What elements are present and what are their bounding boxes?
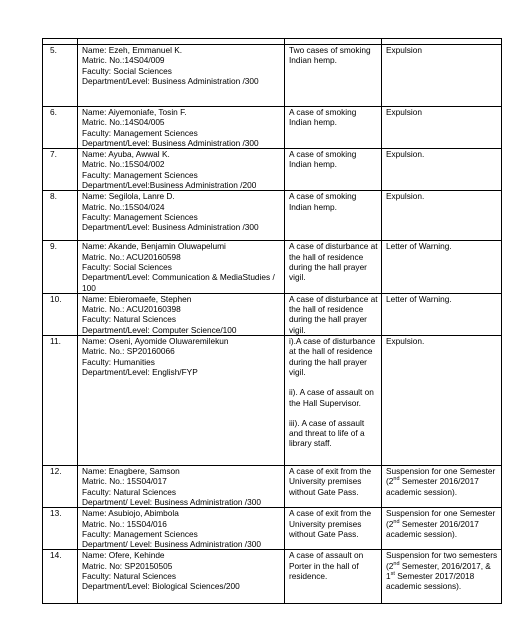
- row-number: 13.: [43, 508, 78, 550]
- table-row: [43, 107, 502, 149]
- student-name: Name: Ayuba, Awwal K.: [82, 149, 170, 160]
- penalty-superscript: nd: [393, 560, 400, 567]
- penalty-superscript: nd: [393, 476, 400, 483]
- student-details: [78, 336, 285, 466]
- table-row: [43, 149, 502, 191]
- offence-cell: [285, 241, 382, 293]
- offence-text: Two cases of smoking Indian hemp.: [289, 45, 371, 66]
- offence-cell: [285, 149, 382, 191]
- row-number: 11.: [43, 336, 78, 466]
- row-number: 8.: [43, 191, 78, 241]
- faculty: Faculty: Social Sciences: [82, 65, 172, 76]
- penalty-cell: Expulsion: [382, 45, 502, 107]
- matric-number: Matric. No.: 15S04/017: [82, 476, 167, 487]
- disciplinary-table: [42, 38, 502, 604]
- offence-text: A case of smoking Indian hemp.: [289, 149, 357, 170]
- student-name: Name: Ofere, Kehinde: [82, 550, 165, 561]
- faculty: Faculty: Natural Sciences: [82, 571, 177, 582]
- offence-text: A case of disturbance at the hall of residence during the hall prayer vigil.: [289, 293, 378, 335]
- matric-number: Matric. No.:14S04/009: [82, 55, 165, 66]
- department-level: Department/Level: Business Administration /300: [82, 75, 259, 86]
- matric-number: Matric. No.: ACU20160598: [82, 251, 181, 262]
- penalty-cell: Expulsion: [382, 107, 502, 149]
- penalty-cell: [382, 550, 502, 604]
- faculty: Faculty: Natural Sciences: [82, 314, 177, 325]
- offence-text: A case of exit from the University premises without Gate Pass.: [289, 508, 372, 539]
- faculty: Faculty: Social Sciences: [82, 261, 172, 272]
- row-number: 6.: [43, 107, 78, 149]
- department-level: Department/Level: Computer Science/100: [82, 324, 237, 335]
- department-level: Department/Level: Communication & MediaStudies / 100: [82, 272, 275, 293]
- offence-text: A case of smoking Indian hemp.: [289, 191, 357, 212]
- penalty-text: Semester 2017/2018 academic sessions).: [386, 571, 475, 592]
- table-row: [43, 336, 502, 466]
- penalty-superscript: st: [390, 571, 395, 578]
- offence-text: A case of smoking Indian hemp.: [289, 107, 357, 128]
- table-row: [43, 466, 502, 508]
- penalty-text: Suspension for one Semester (2: [386, 508, 496, 529]
- matric-number: Matric. No.:14S04/005: [82, 117, 165, 128]
- offence-text: A case of disturbance at the hall of residence during the hall prayer vigil.: [289, 241, 378, 283]
- student-name: Name: Oseni, Ayomide Oluwaremilekun: [82, 336, 229, 347]
- penalty-text: Semester, 2016/2017, & 1: [386, 560, 491, 582]
- offence-cell: [285, 293, 382, 335]
- student-name: Name: Aiyemoniafe, Tosin F.: [82, 107, 187, 117]
- faculty: Faculty: Management Sciences: [82, 528, 198, 539]
- student-name: Name: Enagbere, Samson: [82, 466, 180, 477]
- row-number: 9.: [43, 241, 78, 293]
- row-number: 14.: [43, 550, 78, 604]
- table-row: [43, 550, 502, 604]
- student-details: [78, 191, 285, 241]
- table-row: [43, 45, 502, 107]
- penalty-cell: [382, 508, 502, 550]
- penalty-text: Suspension for one Semester (2: [386, 466, 496, 487]
- matric-number: Matric. No.: 15S04/016: [82, 518, 167, 529]
- department-level: Department/Level: Business Administration /300: [82, 137, 259, 148]
- student-details: [78, 241, 285, 293]
- student-details: [78, 149, 285, 191]
- student-details: [78, 107, 285, 149]
- offence-cell: [285, 508, 382, 550]
- faculty: Faculty: Management Sciences: [82, 211, 198, 222]
- department-level: Department/Level: Biological Sciences/200: [82, 581, 240, 592]
- faculty: Faculty: Management Sciences: [82, 169, 198, 180]
- table-row: [43, 293, 502, 335]
- penalty-cell: Expulsion.: [382, 191, 502, 241]
- faculty: Faculty: Management Sciences: [82, 127, 198, 138]
- student-name: Name: Akande, Benjamin Oluwapelumi: [82, 241, 226, 252]
- student-name: Name: Ebieromaefe, Stephen: [82, 293, 192, 304]
- department-level: Department/Level:Business Administration /200: [82, 180, 257, 191]
- matric-number: Matric. No.:15S04/002: [82, 159, 165, 170]
- student-name: Name: Segilola, Lanre D.: [82, 191, 175, 202]
- row-number: 10.: [43, 293, 78, 335]
- student-details: [78, 508, 285, 550]
- penalty-cell: Letter of Warning.: [382, 293, 502, 335]
- offence-text: A case of assault on Porter in the hall of residence.: [289, 550, 364, 582]
- faculty: Faculty: Natural Sciences: [82, 486, 177, 497]
- row-number: 12.: [43, 466, 78, 508]
- penalty-cell: Letter of Warning.: [382, 241, 502, 293]
- department-level: Department/Level: English/FYP: [82, 366, 198, 377]
- table-row: [43, 508, 502, 550]
- offence-text: ii). A case of assault on the Hall Supervisor.: [289, 387, 374, 408]
- matric-number: Matric. No.: SP20160066: [82, 346, 175, 357]
- penalty-cell: Expulsion.: [382, 149, 502, 191]
- penalty-text: Suspension for two semesters (2: [386, 550, 498, 571]
- offence-cell: [285, 550, 382, 604]
- student-details: [78, 466, 285, 508]
- student-name: Name: Asubiojo, Abimbola: [82, 508, 179, 519]
- student-details: [78, 293, 285, 335]
- department-level: Department/ Level: Business Administration /300: [82, 496, 261, 507]
- student-details: [78, 550, 285, 604]
- offence-text: A case of exit from the University premises without Gate Pass.: [289, 466, 372, 497]
- department-level: Department/ Level: Business Administration /300: [82, 539, 261, 550]
- table-row: [43, 241, 502, 293]
- row-number: 5.: [43, 45, 78, 107]
- offence-cell: [285, 466, 382, 508]
- row-number: 7.: [43, 149, 78, 191]
- penalty-cell: [382, 466, 502, 508]
- faculty: Faculty: Humanities: [82, 356, 155, 367]
- department-level: Department/Level: Business Administration /300: [82, 222, 259, 233]
- offence-cell: [285, 191, 382, 241]
- student-details: [78, 45, 285, 107]
- penalty-text: Semester 2016/2017 academic session).: [386, 518, 479, 539]
- matric-number: Matric. No: SP20150505: [82, 560, 173, 571]
- offence-text: iii). A case of assault and threat to life of a library staff.: [289, 417, 365, 449]
- offence-text: i).A case of disturbance at the hall of residence during the hall prayer vigil.: [289, 336, 376, 377]
- matric-number: Matric. No.: ACU20160398: [82, 304, 181, 315]
- offence-cell: [285, 107, 382, 149]
- student-name: Name: Ezeh, Emmanuel K.: [82, 45, 183, 55]
- penalty-cell: Expulsion.: [382, 336, 502, 466]
- offence-cell: [285, 336, 382, 466]
- offence-cell: [285, 45, 382, 107]
- table-row: [43, 191, 502, 241]
- penalty-superscript: nd: [393, 518, 400, 525]
- penalty-text: Semester 2016/2017 academic session).: [386, 476, 479, 497]
- matric-number: Matric. No.:15S04/024: [82, 201, 165, 212]
